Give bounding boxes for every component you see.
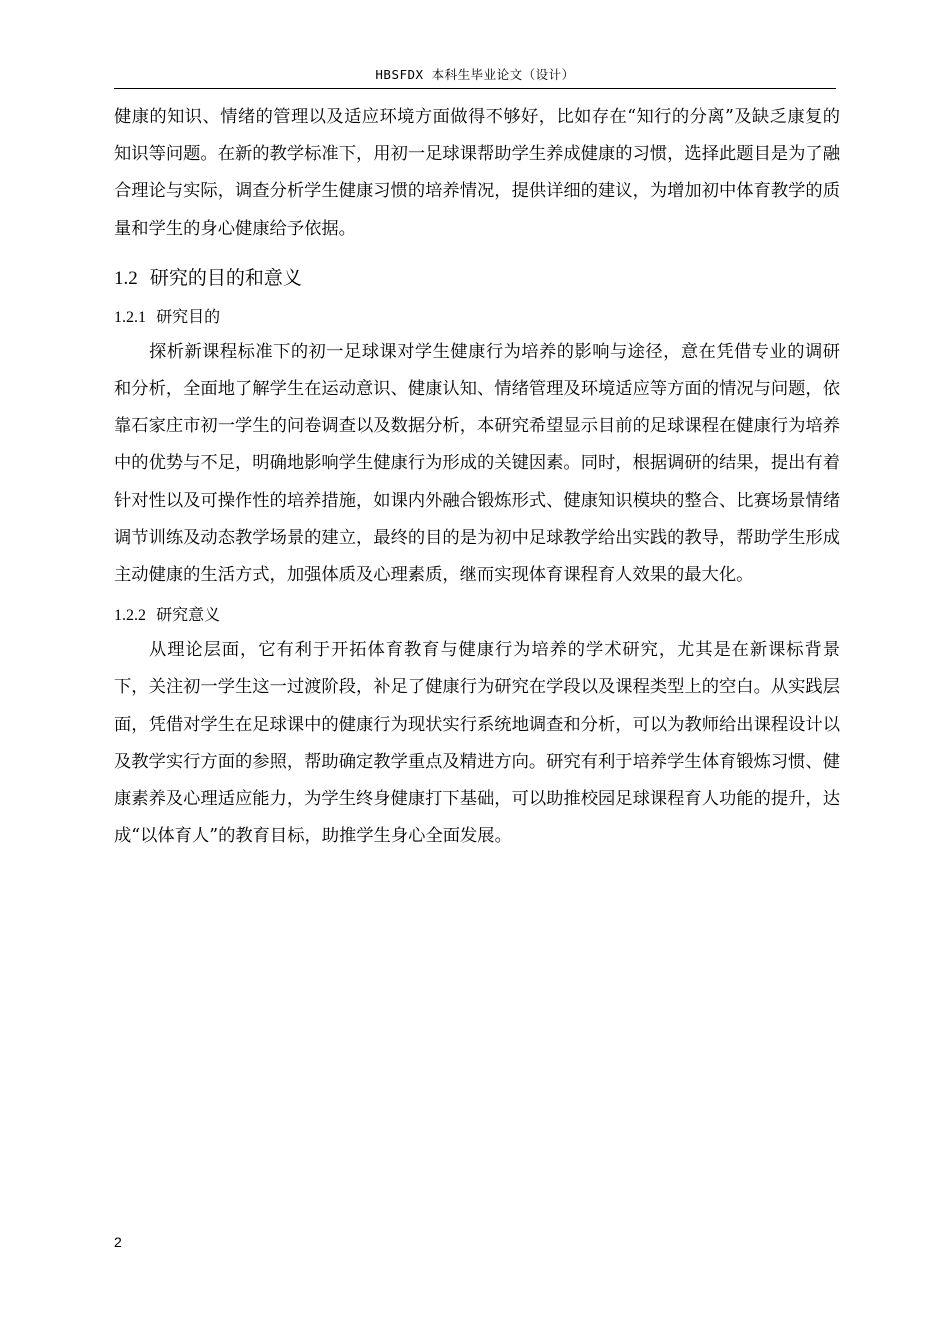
page-number: 2 bbox=[114, 1234, 122, 1250]
section-heading-1-2 bbox=[114, 263, 840, 294]
page-header bbox=[114, 64, 836, 89]
header-title: HBSFDX 本科生毕业论文（设计） bbox=[375, 67, 575, 82]
research-purpose-paragraph: 探析新课程标准下的初一足球课对学生健康行为培养的影响与途径，意在凭借专业的调研和分析，全面地了解学生在运动意识、健康认知、情绪管理及环境适应等方面的情况与问题，依靠石家庄市初一学生的问卷调查以及数据分析，本研究希望显示目前的足球课程在健康行为培养中的优势与不足，明确地影响学生健康行为形成的关键因素。同时，根据调研的结果，提出有着针对性以及可操作性的培养措施，如课内外融合锻炼形式、健康知识模块的整合、比赛场景情绪调节训练及动态教学场景的建立，最终的目的是为初中足球教学给出实践的教导，帮助学生形成主动健康的生活方式，加强体质及心理素质，继而实现体育课程育人效果的最大化。 bbox=[114, 341, 840, 586]
subsection-title: 研究目的 bbox=[156, 306, 221, 326]
subsection-heading-1-2-2 bbox=[114, 602, 840, 629]
document-body bbox=[114, 99, 840, 855]
research-significance-paragraph: 从理论层面，它有利于开拓体育教育与健康行为培养的学术研究，尤其是在新课标背景下，关注初一学生这一过渡阶段，补足了健康行为研究在学段以及课程类型上的空白。从实践层面，凭借对学生在足球课中的健康行为现状实行系统地调查和分析，可以为教师给出课程设计以及教学实行方面的参照，帮助确定教学重点及精进方向。研究有利于培养学生体育锻炼习惯、健康素养及心理适应能力，为学生终身健康打下基础，可以助推校园足球课程育人功能的提升，达成“以体育人”的教育目标，助推学生身心全面发展。 bbox=[114, 640, 840, 847]
subsection-heading-1-2-1 bbox=[114, 304, 840, 331]
subsection-number: 1.2.2 bbox=[114, 607, 146, 625]
subsection-number: 1.2.1 bbox=[114, 308, 146, 326]
section-number: 1.2 bbox=[114, 267, 138, 289]
subsection-title: 研究意义 bbox=[156, 605, 221, 625]
section-title: 研究的目的和意义 bbox=[149, 266, 302, 289]
intro-paragraph: 健康的知识、情绪的管理以及适应环境方面做得不够好，比如存在“知行的分离”及缺乏康复的知识等问题。在新的教学标准下，用初一足球课帮助学生养成健康的习惯，选择此题目是为了融合理论与实际，调查分析学生健康习惯的培养情况，提供详细的建议，为增加初中体育教学的质量和学生的身心健康给予依据。 bbox=[114, 107, 840, 239]
